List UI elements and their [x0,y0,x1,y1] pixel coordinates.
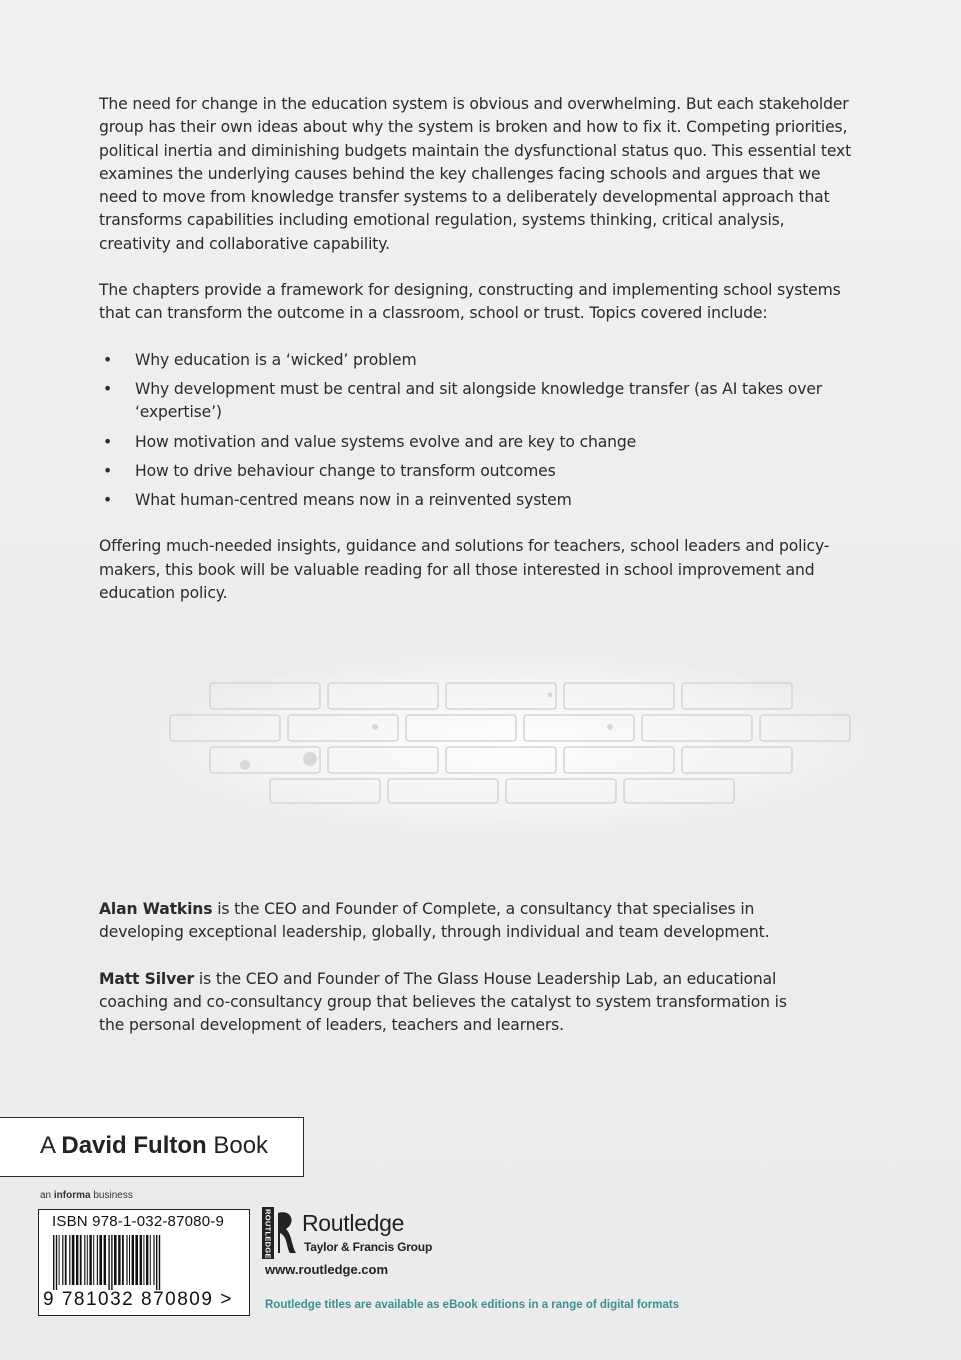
barcode-bar [129,1235,130,1285]
barcode-bar [126,1235,127,1285]
barcode-bar [76,1235,78,1285]
barcode-bar [53,1235,54,1290]
barcode-bar [143,1235,144,1285]
barcode-bar [62,1235,63,1285]
barcode-bar [56,1235,57,1290]
barcode-icon [51,1235,239,1290]
list-item: • What human-centred means now in a reinvented system [99,489,859,512]
bullet-icon: • [103,461,113,480]
bullet-icon: • [103,491,113,510]
bullet-icon: • [103,379,113,398]
blurb [99,93,859,628]
barcode-bar [118,1235,120,1285]
barcode-bar [135,1235,138,1285]
barcode-bar [97,1235,98,1285]
barcode-bar [146,1235,148,1285]
barcode-bar [65,1235,67,1285]
barcode-bar [89,1235,91,1285]
isbn-label: ISBN 978-1-032-87080-9 [52,1213,225,1230]
publisher-group: Taylor & Francis Group [304,1240,433,1254]
list-item: • How motivation and value systems evolve and are key to change [99,431,859,454]
routledge-logo-icon [262,1207,298,1259]
barcode-bar [87,1235,88,1285]
list-item: • How to drive behaviour change to transform outcomes [99,460,859,483]
barcode-bar [140,1235,142,1285]
barcode-bar [72,1235,75,1285]
barcode-bar [111,1235,112,1290]
author-name: Alan Watkins [99,900,213,918]
barcode-bar [99,1235,102,1285]
topics-list [99,349,859,513]
author-bios [99,898,799,1060]
blurb-paragraph-3: Offering much-needed insights, guidance and solutions for teachers, school leaders and policy-makers, this book will be valuable reading for all those interested in school improvement and education policy. [99,537,830,603]
barcode-bar [156,1235,157,1290]
ebook-note: Routledge titles are available as eBook editions in a range of digital formats [265,1299,680,1311]
barcode-digits: 9 781032 870809 > [43,1289,233,1310]
barcode-bar [132,1235,134,1285]
publisher-name: Routledge [302,1210,405,1236]
barcode-bar [122,1235,124,1285]
author-bio: Matt Silver is the CEO and Founder of The Glass House Leadership Lab, an educational coaching and co-consultancy group that believes the catalyst to system transformation is the personal development of leaders, teachers and learners. [99,969,787,1035]
author-bio: Alan Watkins is the CEO and Founder of Complete, a consultancy that specialises in developing exceptional leadership, globally, through individual and team development. [99,900,770,942]
imprint-label: A David Fulton Book [40,1132,269,1159]
list-item: • Why development must be central and sit alongside knowledge transfer (as AI takes over ‘expertise’) [103,379,823,422]
brick-wall-illustration [150,655,870,835]
list-item: • Why education is a ‘wicked’ problem [99,349,859,372]
barcode-bar [114,1235,117,1285]
bullet-icon: • [103,350,113,369]
svg-text:ROUTLEDGE: ROUTLEDGE [263,1209,273,1259]
barcode-bar [153,1235,154,1285]
barcode-bar [104,1235,106,1285]
blurb-paragraph-2: The chapters provide a framework for designing, constructing and implementing school systems that can transform the outcome in a classroom, school or trust. Topics covered include: [99,281,841,323]
barcode-bar [84,1235,85,1285]
barcode-bar [150,1235,151,1285]
barcode-bar [80,1235,82,1285]
publisher-url[interactable]: www.routledge.com [265,1262,389,1277]
barcode-box [38,1209,250,1316]
barcode-bar [93,1235,94,1285]
barcode-bar [159,1235,160,1290]
barcode-bar [69,1235,70,1285]
bullet-icon: • [103,432,113,451]
barcode-bar [108,1235,109,1290]
barcode-bar [59,1235,60,1285]
informa-line: an informa business [40,1190,133,1201]
author-name: Matt Silver [99,969,195,988]
blurb-paragraph-1: The need for change in the education system is obvious and overwhelming. But each stakeholder group has their own ideas about why the system is broken and how to fix it. Competing priorities, political inertia and diminishing budgets maintain the dysfunctional status quo. This essential text examines the underlying causes behind the key challenges facing schools and argues that we need to move from knowledge transfer systems to a deliberately developmental approach that transforms capabilities including emotional regulation, systems thinking, critical analysis, creativity and collaborative capability. [99,95,852,253]
imprint-box [0,1117,304,1177]
